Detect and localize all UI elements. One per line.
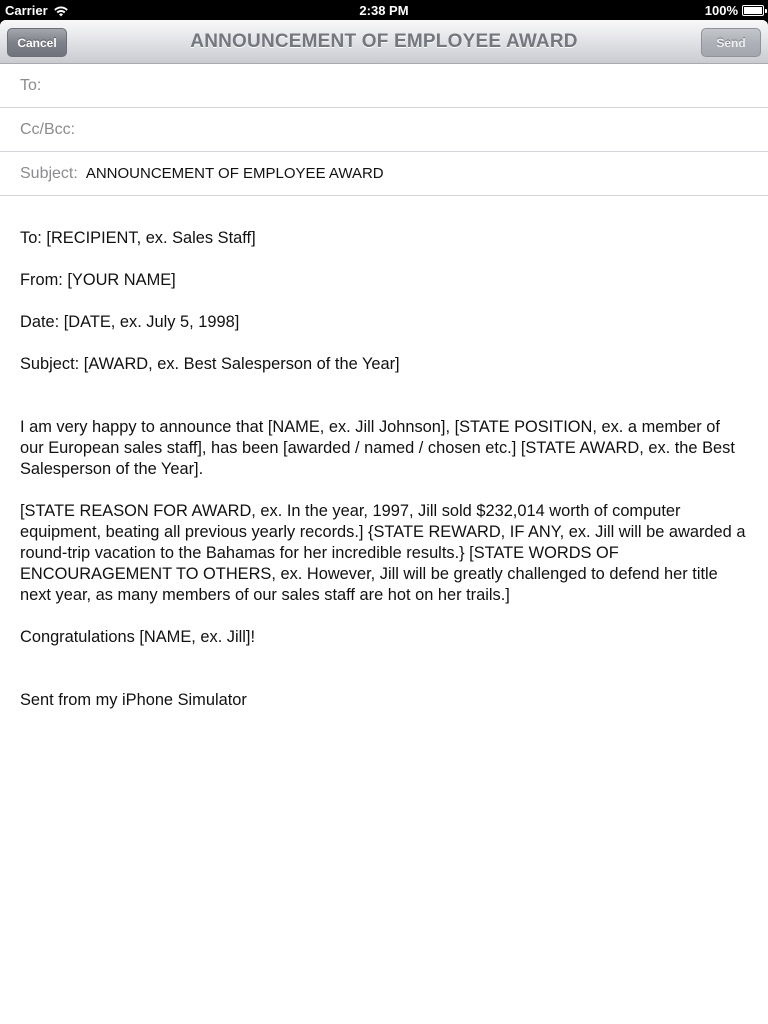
subject-value[interactable]: ANNOUNCEMENT OF EMPLOYEE AWARD [85,165,384,182]
clock: 2:38 PM [359,3,409,18]
send-button[interactable]: Send [701,28,761,57]
body-congratulations: Congratulations [NAME, ex. Jill]! [20,628,256,646]
message-body[interactable] [0,196,768,711]
body-paragraph-2: [STATE REASON FOR AWARD, ex. In the year, 1997, Jill sold $232,014 worth of computer equipment, beating all previous yearly records.] {STATE REWARD, IF ANY, ex. Jill will be awarded a round-trip vacation to the Bahamas for her incredible results.} [STATE WORDS OF ENCOURAGEMENT TO OTHERS, ex. However, Jill will be greatly challenged to defend her title next year, as many members of our sales staff are hot on her trails.] [20,502,746,604]
battery-percent: 100% [704,3,738,18]
body-line-to: To: [RECIPIENT, ex. Sales Staff] [20,229,256,247]
subject-label: Subject: [20,164,78,182]
body-paragraph-1: I am very happy to announce that [NAME, ex. Jill Johnson], [STATE POSITION, ex. a member of our European sales staff], has been [awarded / named / chosen etc.] [STATE AWARD, ex. the Best Salesperson of the Year]. [20,418,735,478]
status-bar [0,0,768,20]
page-title: ANNOUNCEMENT OF EMPLOYEE AWARD [190,31,578,52]
battery-icon [742,5,764,16]
body-line-date: Date: [DATE, ex. July 5, 1998] [20,313,240,331]
cc-bcc-label: Cc/Bcc: [20,120,76,138]
body-signature: Sent from my iPhone Simulator [20,691,247,709]
cancel-button[interactable]: Cancel [7,28,67,57]
to-label: To: [20,76,42,94]
body-line-subject: Subject: [AWARD, ex. Best Salesperson of the Year] [20,355,400,373]
carrier-label: Carrier [5,3,48,18]
body-line-from: From: [YOUR NAME] [20,271,176,289]
navigation-bar [0,20,768,64]
to-field[interactable] [0,64,768,108]
battery-group [705,3,764,18]
cc-bcc-field[interactable] [0,108,768,152]
compose-sheet [0,20,768,1024]
subject-field[interactable] [0,152,768,196]
